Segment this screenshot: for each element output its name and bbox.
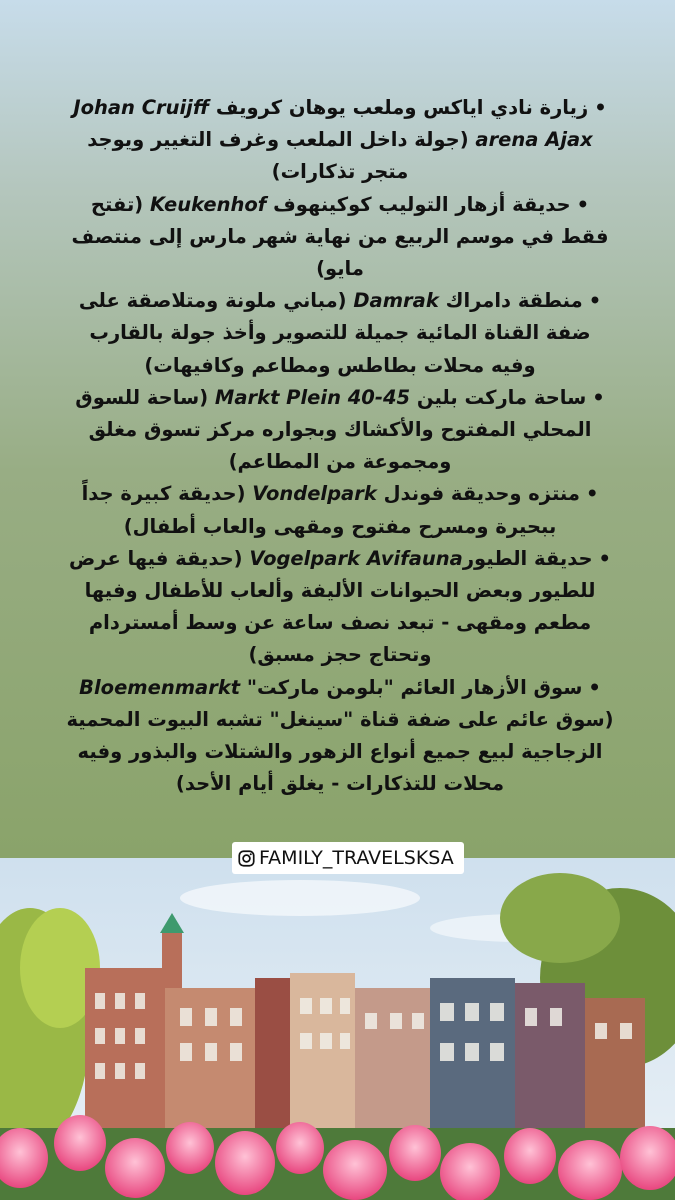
- list-item-ajax: •زيارة نادي اياكس وملعب يوهان كرويف Johan Cruijff arena Ajax (جولة داخل الملعب وغرف التغيير ويوجد متجر تذكارات): [73, 96, 607, 184]
- list-item-vondelpark: •منتزه وحديقة فوندل Vondelpark (حديقة كبيرة جداً ببحيرة ومسرح مفتوح ومقهى والعاب أطفال): [81, 482, 599, 538]
- attractions-list: [66, 92, 614, 800]
- instagram-handle-badge[interactable]: [232, 842, 464, 874]
- list-item-markt-plein: •ساحة ماركت بلين Markt Plein 40-45 (ساحة للسوق المحلي المفتوح والأكشاك وبجواره مركز تسوق مغلق ومجموعة من المطاعم): [75, 385, 605, 474]
- list-item-damrak: •منطقة دامراك Damrak (مباني ملونة ومتلاصقة على ضفة القناة المائية جميلة للتصوير وأخذ جولة بالقارب وفيه محلات بطاطس ومطاعم وكافيهات): [78, 289, 602, 377]
- list-item-keukenhof: •حديقة أزهار التوليب كوكينهوف Keukenhof (تفتح فقط في موسم الربيع من نهاية شهر مارس إلى منتصف مايو): [71, 192, 609, 281]
- instagram-handle-text: FAMILY_TRAVELSKSA: [259, 847, 454, 869]
- amsterdam-photo: [0, 858, 675, 1200]
- list-item-bloemenmarkt: •سوق الأزهار العائم "بلومن ماركت" Bloemenmarkt (سوق عائم على ضفة قناة "سينغل" تشبه البيوت المحمية الزجاجية لبيع جميع أنواع الزهور والشتلات والبذور وفيه محلات للتذكارات - يغلق أيام الأحد): [66, 675, 614, 796]
- instagram-icon: [238, 850, 255, 867]
- list-item-avifauna: •حديقة الطيورVogelpark Avifauna (حديقة فيها عرض للطيور وبعض الحيوانات الأليفة وألعاب للأطفال وفيها مطعم ومقهى - تبعد نصف ساعة عن وسط أمستردام وتحتاج حجز مسبق): [69, 546, 611, 667]
